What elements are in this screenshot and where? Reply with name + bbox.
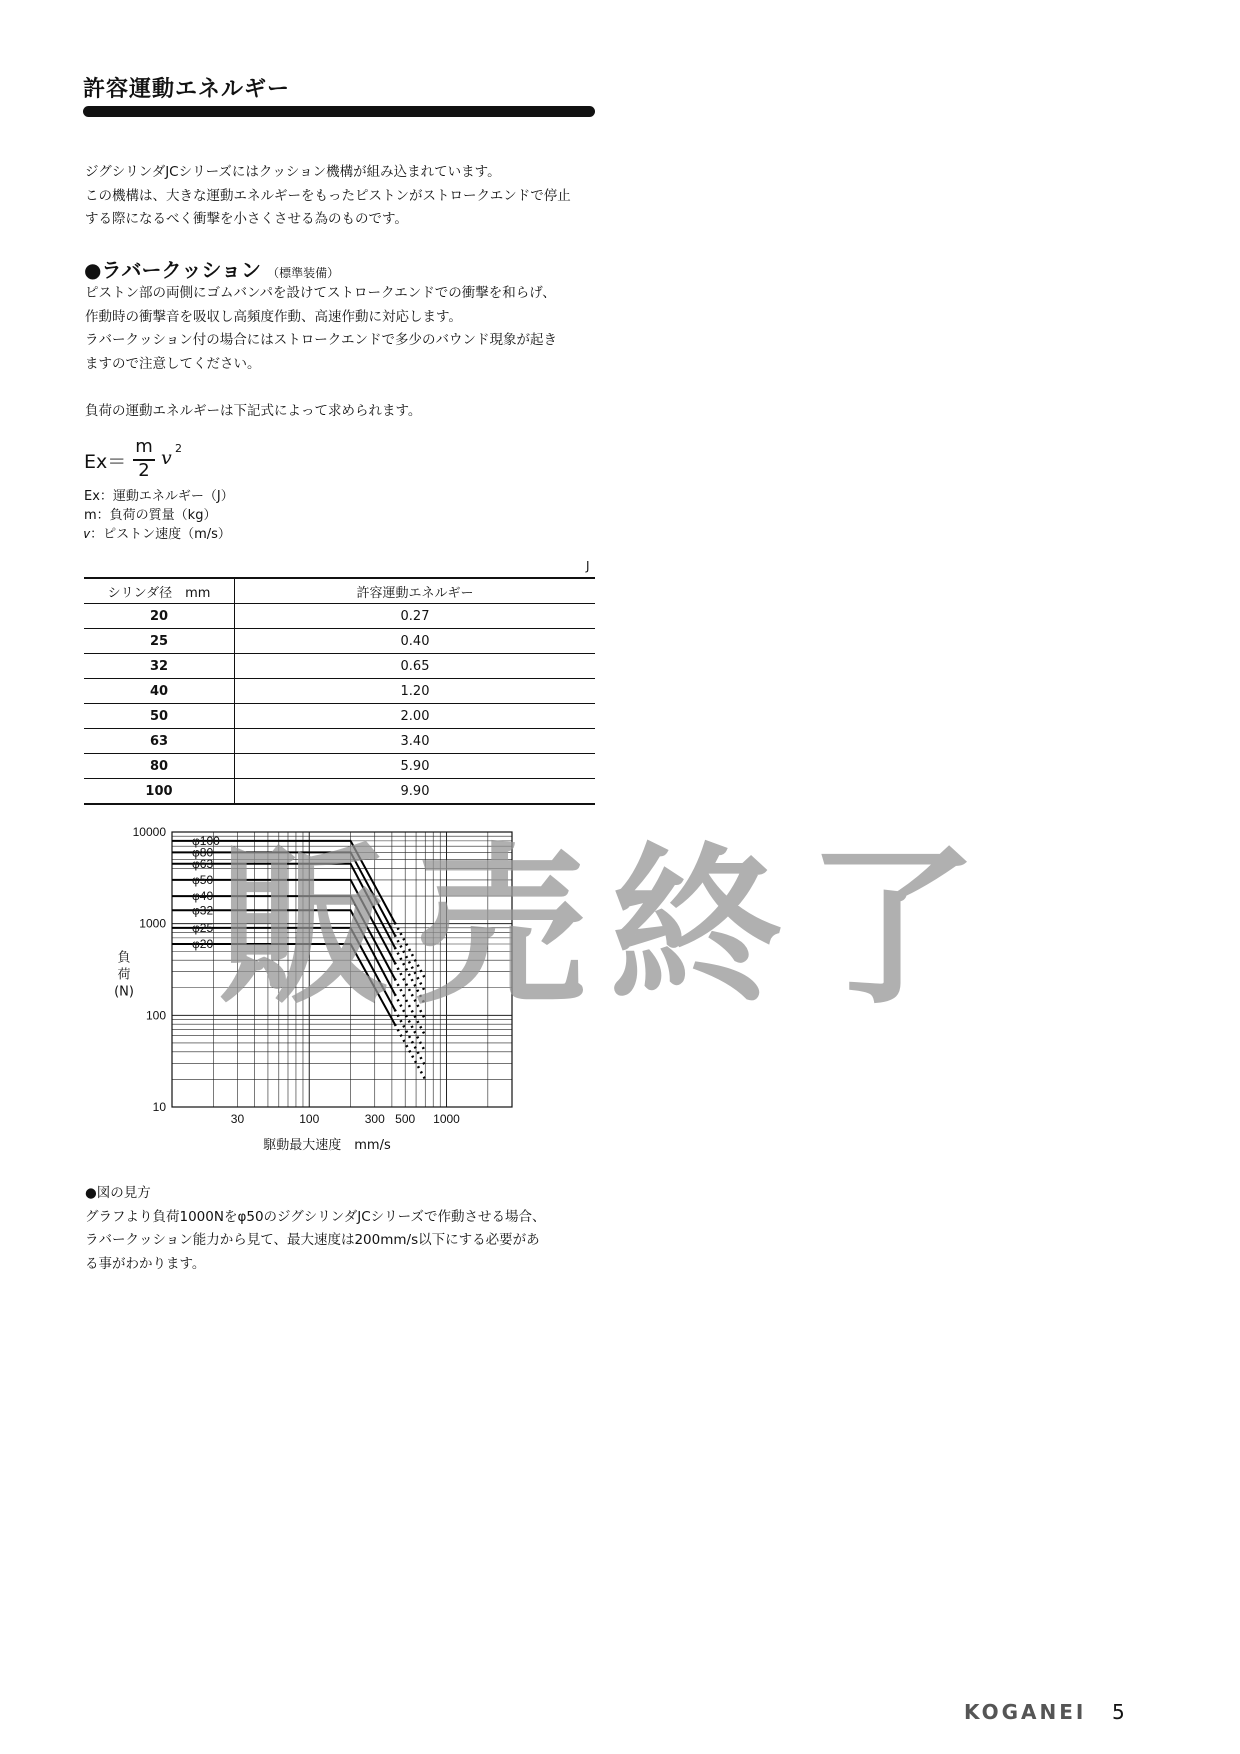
series-label: φ50	[192, 872, 214, 887]
series-label: φ25	[192, 920, 214, 935]
series-label: φ32	[192, 903, 214, 918]
section-note: （標準装備）	[267, 266, 340, 280]
table-row	[84, 754, 595, 779]
howto-heading: ●図の見方	[85, 1185, 151, 1201]
definition-line: 𝑣：ピストン速度（m/s）	[84, 527, 231, 542]
rubber-line: ますので注意してください。	[85, 355, 261, 372]
series-label: φ100	[192, 833, 220, 848]
y-tick-label: 1000	[139, 916, 166, 931]
discontinued-watermark: 販売終了	[218, 827, 1002, 1028]
rubber-line: 作動時の衝撃音を吸収し高頻度作動、高速作動に対応します。	[85, 308, 462, 325]
rubber-line: ラバークッション付の場合にはストロークエンドで多少のバウンド現象が起き	[85, 332, 557, 348]
x-tick-label: 100	[299, 1112, 320, 1126]
table-row	[84, 704, 595, 729]
energy-cell: 0.65	[235, 654, 596, 679]
bore-cell: 100	[84, 779, 235, 805]
page-title: 許容運動エネルギー	[83, 77, 291, 102]
table-row	[84, 629, 595, 654]
energy-cell: 2.00	[235, 704, 596, 729]
x-tick-label: 500	[395, 1112, 416, 1126]
definition-line: m：負荷の質量（kg）	[84, 508, 217, 523]
header-energy: 許容運動エネルギー	[235, 578, 596, 604]
intro-line: ジグシリンダJCシリーズにはクッション機構が組み込まれています。	[85, 164, 501, 180]
intro-line: この機構は、大きな運動エネルギーをもったピストンがストロークエンドで停止	[85, 187, 571, 204]
x-tick-label: 1000	[433, 1112, 460, 1126]
table-row	[84, 729, 595, 754]
bore-cell: 40	[84, 679, 235, 704]
section-heading	[84, 254, 339, 283]
table-row	[84, 604, 595, 629]
energy-cell: 0.40	[235, 629, 596, 654]
bore-cell: 63	[84, 729, 235, 754]
formula	[84, 436, 224, 482]
y-tick-label: 10	[152, 1100, 166, 1114]
koganei-logo: KOGANEI	[964, 1700, 1087, 1724]
definition-line: Ex：運動エネルギー（J）	[84, 489, 234, 504]
energy-cell: 1.20	[235, 679, 596, 704]
table-row	[84, 654, 595, 679]
bore-cell: 20	[84, 604, 235, 629]
intro-line: する際になるべく衝撃を小さくさせる為のものです。	[85, 211, 408, 227]
energy-cell: 9.90	[235, 779, 596, 805]
howto-line: る事がわかります。	[85, 1255, 206, 1272]
formula-denominator: 2	[138, 460, 150, 481]
howto-section	[85, 1182, 545, 1276]
energy-table	[84, 577, 595, 805]
energy-cell: 5.90	[235, 754, 596, 779]
table-header-row	[84, 578, 595, 604]
series-label: φ20	[192, 937, 214, 952]
y-tick-label: 10000	[132, 825, 166, 839]
howto-line: ラバークッション能力から見て、最大速度は200mm/s以下にする必要があ	[85, 1232, 540, 1248]
bore-cell: 25	[84, 629, 235, 654]
formula-numerator: m	[135, 436, 153, 457]
x-tick-label: 300	[364, 1112, 385, 1126]
formula-lhs: Ex＝	[84, 451, 127, 473]
series-label: φ40	[192, 889, 214, 904]
title-underline	[83, 106, 595, 117]
table-row	[84, 679, 595, 704]
energy-cell: 0.27	[235, 604, 596, 629]
rubber-cushion-text	[85, 282, 557, 376]
formula-velocity: 𝑣	[161, 447, 172, 469]
rubber-line: ピストン部の両側にゴムバンパを設けてストロークエンドでの衝撃を和らげ、	[85, 285, 556, 301]
bore-cell: 32	[84, 654, 235, 679]
y-tick-label: 100	[145, 1008, 166, 1023]
variable-definitions	[84, 487, 234, 544]
y-axis-label: 負荷(N)	[114, 950, 134, 1000]
intro-text	[85, 161, 571, 232]
header-bore: シリンダ径 mm	[84, 578, 235, 604]
table-unit: J	[586, 559, 590, 573]
bore-cell: 50	[84, 704, 235, 729]
x-axis-label: 駆動最大速度 mm/s	[263, 1138, 391, 1153]
formula-intro: 負荷の運動エネルギーは下記式によって求められます。	[85, 403, 422, 419]
section-title: ●ラバークッション	[84, 258, 262, 282]
bore-cell: 80	[84, 754, 235, 779]
series-label: φ63	[192, 856, 214, 871]
energy-cell: 3.40	[235, 729, 596, 754]
page-number: 5	[1112, 1700, 1125, 1724]
x-tick-label: 30	[230, 1112, 245, 1126]
formula-exponent: 2	[175, 442, 182, 455]
howto-line: グラフより負荷1000Nをφ50のジグシリンダJCシリーズで作動させる場合、	[85, 1208, 546, 1225]
series-label: φ80	[192, 845, 214, 860]
